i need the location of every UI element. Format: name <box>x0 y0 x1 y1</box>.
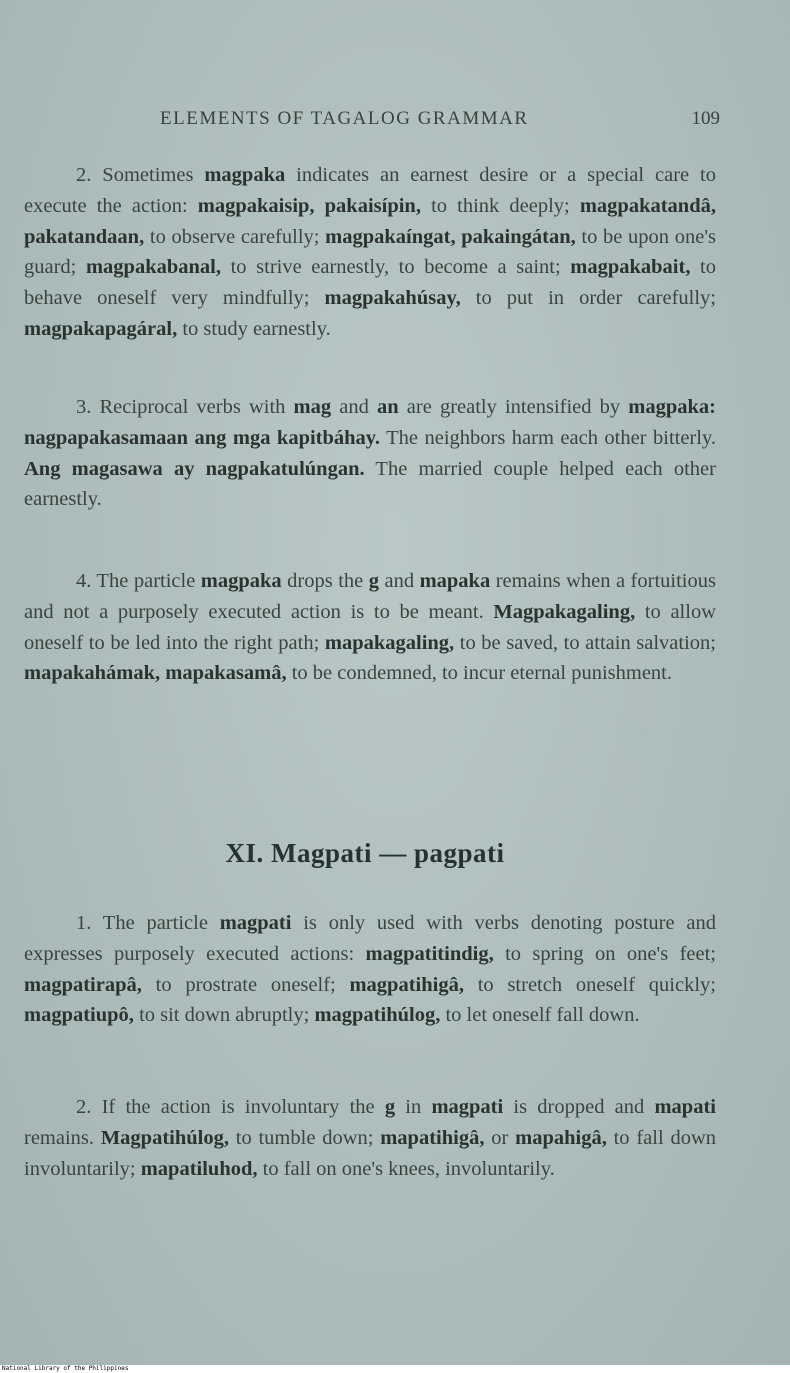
tagalog-term: mapakagaling, <box>324 631 455 654</box>
tagalog-term: mapakahámak, mapakasamâ, <box>24 662 287 685</box>
tagalog-term: magpaka <box>204 164 286 186</box>
tagalog-term: magpatiupô, <box>24 1004 134 1027</box>
text-run: to think deeply; <box>420 194 580 217</box>
tagalog-term: Ang magasawa ay nagpakatulúngan. <box>24 457 365 480</box>
tagalog-term: magpakatandâ, pakatandaan, <box>24 194 716 248</box>
tagalog-term: mapaka <box>419 570 491 592</box>
tagalog-term: magpatitindig, <box>365 942 494 965</box>
text-run: 2. If the action is involuntary the <box>76 1096 385 1118</box>
tagalog-term: Magpatihúlog, <box>100 1126 229 1149</box>
paragraph-4-mapaka <box>24 566 716 689</box>
page-number: 109 <box>691 108 720 129</box>
tagalog-term: magpakahúsay, <box>324 287 461 310</box>
text-run: to allow oneself to be led into the right path; <box>24 600 716 654</box>
text-run: drops the <box>281 570 369 592</box>
text-run: to strive earnestly, to become a saint; <box>221 256 571 279</box>
library-credit: National Library of the Philippines <box>0 1365 790 1373</box>
text-run: to put in order carefully; <box>460 287 716 310</box>
text-run: 1. The particle <box>76 912 220 934</box>
tagalog-term: magpatihúlog, <box>314 1004 441 1027</box>
text-run: to be saved, to attain salvation; <box>454 631 716 654</box>
running-header <box>160 108 720 138</box>
text-run: is dropped and <box>503 1096 655 1118</box>
text-run: to observe carefully; <box>144 225 326 248</box>
text-run: to stretch oneself quickly; <box>463 973 716 996</box>
text-run: 4. The particle <box>76 570 201 592</box>
tagalog-term: magpatirapâ, <box>24 973 142 996</box>
paragraph-3-reciprocal <box>24 392 716 515</box>
tagalog-term: g <box>368 570 379 592</box>
text-run: is only used with verbs denoting posture and expresses purposely executed actions: <box>24 912 716 965</box>
text-run: to spring on one's feet; <box>493 942 716 965</box>
tagalog-term: magpakapagáral, <box>24 317 178 340</box>
tagalog-term: g <box>384 1096 396 1118</box>
tagalog-term: magpati <box>219 912 292 934</box>
tagalog-term: magpaka <box>200 570 282 592</box>
text-run: to fall down involuntarily; <box>24 1126 716 1180</box>
text-run: to study earnestly. <box>177 317 331 340</box>
text-run: 2. Sometimes <box>76 164 205 186</box>
tagalog-term: mapati <box>654 1096 716 1118</box>
tagalog-term: mag <box>293 396 332 418</box>
text-run: to sit down abruptly; <box>133 1004 315 1027</box>
text-run: The married couple helped each other earnestly. <box>24 457 716 511</box>
tagalog-term: magpakabanal, <box>85 256 221 279</box>
section-paragraph-1 <box>24 908 716 1031</box>
tagalog-term: mapahigâ, <box>515 1126 607 1149</box>
text-run: to be upon one's guard; <box>24 225 716 279</box>
text-run: indicates an earnest desire or a special care to execute the action: <box>24 164 717 217</box>
text-run: to let oneself fall down. <box>440 1004 640 1027</box>
header-title: ELEMENTS OF TAGALOG GRAMMAR <box>160 108 529 129</box>
text-run: and <box>331 396 377 418</box>
tagalog-term: an <box>377 396 399 418</box>
text-run: remains. <box>24 1126 101 1149</box>
text-run: in <box>395 1096 432 1118</box>
text-run: are greatly intensified by <box>398 396 629 418</box>
section-title: XI. Magpati — pagpati <box>225 838 505 868</box>
paragraph-2-magpaka <box>24 160 716 345</box>
text-run: to prostrate oneself; <box>141 973 350 996</box>
text-run: to fall on one's knees, involuntarily. <box>257 1157 555 1180</box>
text-run: to be condemned, to incur eternal punishment. <box>286 662 672 685</box>
text-run: The neighbors harm each other bitterly. <box>380 426 716 449</box>
tagalog-term: mapatihigâ, <box>380 1126 485 1149</box>
text-run: to tumble down; <box>228 1126 381 1149</box>
text-run: 3. Reciprocal verbs with <box>76 396 294 418</box>
tagalog-term: magpati <box>431 1096 504 1118</box>
text-run: and <box>379 570 420 592</box>
text-run: to behave oneself very mindfully; <box>24 256 716 310</box>
section-paragraph-2 <box>24 1092 716 1184</box>
text-run: remains when a fortuitious and not a purposely executed action is to be meant. <box>24 570 716 623</box>
tagalog-term: Magpakagaling, <box>493 600 636 623</box>
text-run: or <box>484 1126 516 1149</box>
tagalog-term: mapatiluhod, <box>140 1157 258 1180</box>
tagalog-term: magpakaisip, pakaisípin, <box>197 194 421 217</box>
tagalog-term: magpakaíngat, pakaingátan, <box>325 225 576 248</box>
tagalog-term: magpaka: nagpapakasamaan ang mga kapitbáhay. <box>24 396 717 449</box>
tagalog-term: magpatihigâ, <box>349 973 464 996</box>
tagalog-term: magpakabait, <box>570 256 691 279</box>
